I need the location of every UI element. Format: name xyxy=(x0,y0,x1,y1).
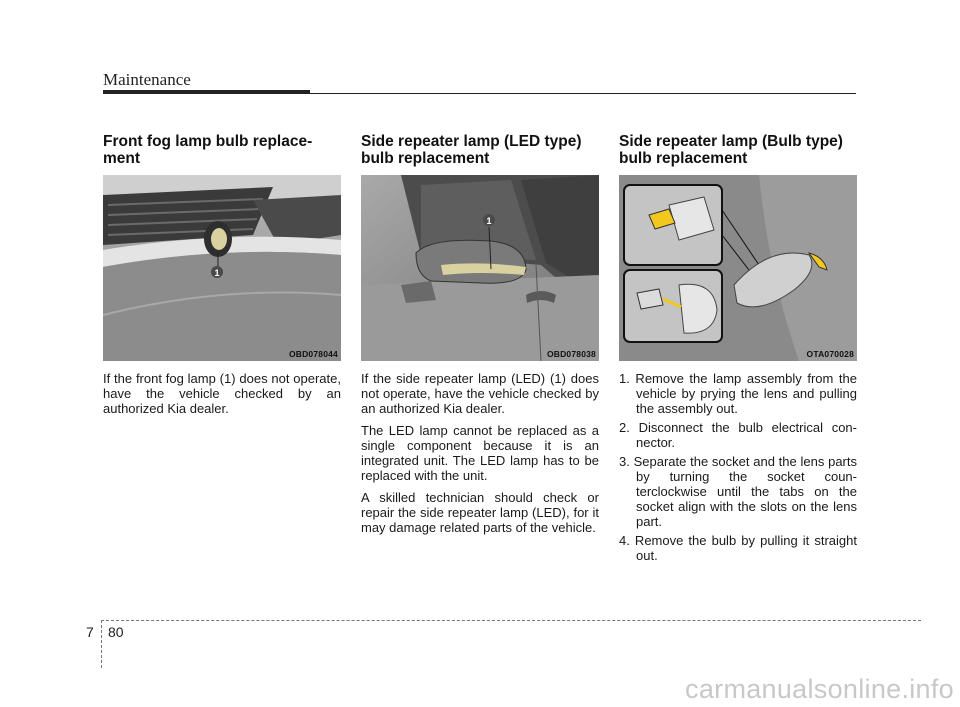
list-item: 2. Disconnect the bulb electrical con-nector. xyxy=(619,420,857,450)
figure-code: OTA070028 xyxy=(806,349,854,359)
paragraph: If the front fog lamp (1) does not operate, have the vehicle checked by an authorized Kia dealer. xyxy=(103,371,341,416)
figure-side-repeater-bulb xyxy=(619,175,857,361)
section-heading: Side repeater lamp (Bulb type) bulb replacement xyxy=(619,133,843,167)
body-text xyxy=(361,371,599,535)
svg-text:1: 1 xyxy=(214,268,220,278)
footer-divider xyxy=(101,620,921,621)
section-number: 7 xyxy=(86,624,94,640)
header-rule-thick xyxy=(103,90,310,94)
watermark: carmanualsonline.info xyxy=(685,674,954,704)
bulb-removal-illustration xyxy=(619,175,857,361)
footer-divider-vertical xyxy=(101,620,102,668)
column-side-repeater-bulb xyxy=(619,133,857,567)
list-item: 4. Remove the bulb by pulling it straight out. xyxy=(619,533,857,563)
figure-side-repeater-led xyxy=(361,175,599,361)
list-item: 3. Separate the socket and the lens parts by turning the socket coun-terclockwise until the tabs on the socket align with the slots on the lens part. xyxy=(619,454,857,529)
header-rule-thin xyxy=(310,93,856,94)
paragraph: If the side repeater lamp (LED) (1) does not operate, have the vehicle checked by an authorized Kia dealer. xyxy=(361,371,599,416)
svg-text:1: 1 xyxy=(486,216,492,226)
section-heading: Side repeater lamp (LED type) bulb replacement xyxy=(361,133,582,167)
page-number: 80 xyxy=(108,624,124,640)
section-heading: Front fog lamp bulb replace-ment xyxy=(103,133,313,167)
figure-code: OBD078044 xyxy=(288,349,338,359)
steps-list xyxy=(619,371,857,563)
side-mirror-illustration xyxy=(361,175,599,361)
fog-lamp-illustration xyxy=(103,175,341,361)
column-front-fog-lamp xyxy=(103,133,341,423)
figure-fog-lamp xyxy=(103,175,341,361)
column-side-repeater-led xyxy=(361,133,599,542)
section-header: Maintenance xyxy=(103,70,191,89)
paragraph: A skilled technician should check or repair the side repeater lamp (LED), for it may damage related parts of the vehicle. xyxy=(361,490,599,535)
body-text xyxy=(103,371,341,416)
paragraph: The LED lamp cannot be replaced as a single component because it is an integrated unit. The LED lamp has to be replaced with the unit. xyxy=(361,423,599,483)
list-item: 1. Remove the lamp assembly from the vehicle by prying the lens and pulling the assembly out. xyxy=(619,371,857,416)
figure-code: OBD078038 xyxy=(546,349,596,359)
